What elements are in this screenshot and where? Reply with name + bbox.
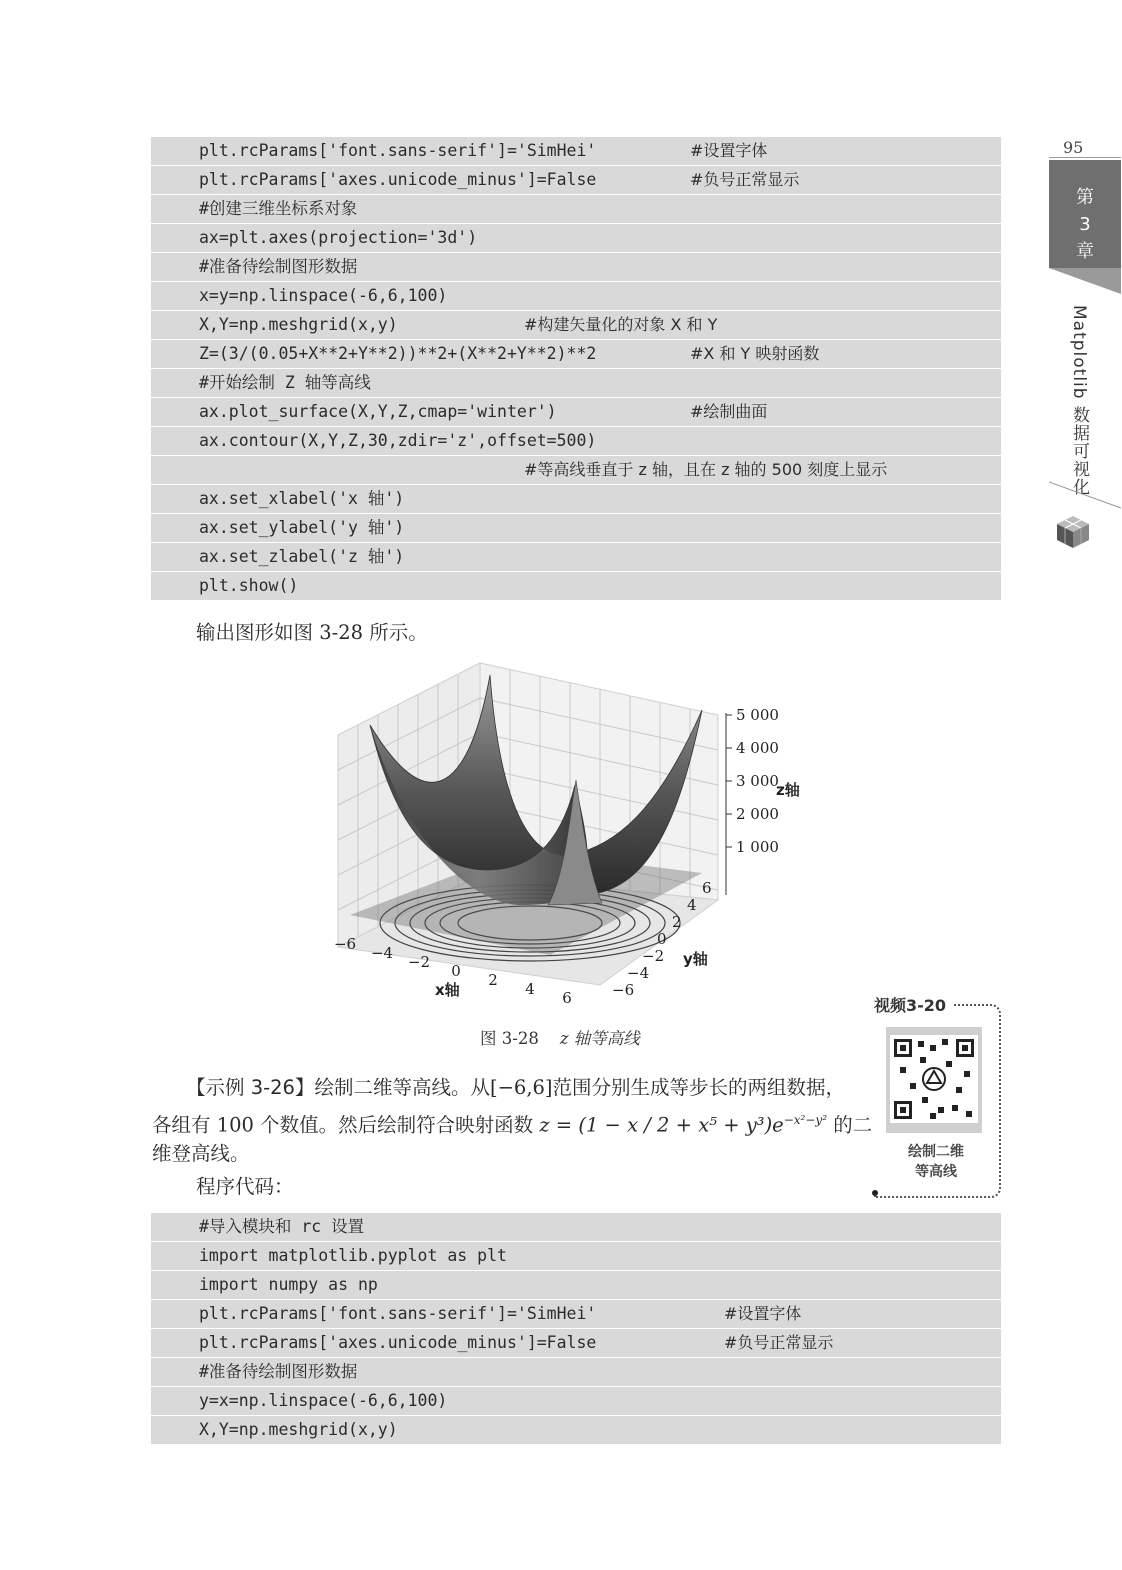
tick-label: 2	[672, 913, 682, 931]
code-text: X,Y=np.meshgrid(x,y)	[199, 315, 398, 334]
code-text: plt.rcParams['axes.unicode_minus']=False	[199, 1333, 597, 1352]
z-axis-label: z轴	[776, 781, 800, 799]
cube-icon	[1053, 512, 1093, 552]
tick-label: −2	[642, 947, 665, 965]
example-text: 各组有 100 个数值。然后绘制符合映射函数	[152, 1113, 540, 1137]
example-text: 绘制二维等高线。从[−6,6]范围分别生成等步长的两组数据，	[314, 1076, 846, 1099]
code-text: ax.contour(X,Y,Z,30,zdir='z',offset=500)	[199, 431, 597, 450]
code-text: #创建三维坐标系对象	[199, 199, 358, 218]
book-title: Matplotlib 数据可视化	[1069, 305, 1089, 496]
tick-label: −4	[370, 944, 394, 962]
code-line	[151, 1416, 1001, 1444]
code-line	[151, 1300, 1001, 1328]
code-line	[151, 485, 1001, 513]
code-text: ax.set_zlabel('z 轴')	[199, 547, 405, 566]
video-caption-line: 绘制二维	[908, 1144, 964, 1160]
code-line	[151, 398, 1001, 426]
tick-label: 0	[657, 930, 667, 948]
code-line	[151, 572, 1001, 600]
code-line	[151, 1358, 1001, 1386]
code-comment: #X 和 Y 映射函数	[690, 344, 820, 363]
tick-label: 1 000	[736, 838, 779, 856]
tab-shadow	[1049, 268, 1122, 296]
formula: z = (1 − x / 2 + x⁵ + y³)e	[539, 1113, 784, 1137]
video-title: 视频3-20	[874, 993, 952, 1016]
code-block	[151, 1213, 1001, 1445]
example-head: 【示例 3-26】	[186, 1076, 315, 1099]
code-comment: #负号正常显示	[724, 1333, 834, 1352]
code-line	[151, 195, 1001, 223]
sidebar-divider	[1049, 157, 1121, 158]
code-text: y=x=np.linspace(-6,6,100)	[199, 1391, 448, 1410]
tick-label: 4	[687, 896, 697, 914]
sidebar-divider	[1049, 480, 1122, 510]
tick-label: −6	[612, 981, 635, 999]
output-text: 输出图形如图 3-28 所示。	[196, 621, 428, 644]
code-line	[151, 166, 1001, 194]
example-line-2	[152, 1104, 872, 1142]
formula-exponent: −x²−y²	[783, 1113, 828, 1127]
code-text: ax.plot_surface(X,Y,Z,cmap='winter')	[199, 402, 557, 421]
code-text: #导入模块和 rc 设置	[199, 1217, 365, 1236]
example-line-4: 程序代码：	[196, 1175, 294, 1198]
code-comment: #等高线垂直于 z 轴，且在 z 轴的 500 刻度上显示	[524, 460, 888, 479]
code-line	[151, 427, 1001, 455]
video-box-dot	[872, 1190, 878, 1196]
page-number: 95	[1063, 138, 1084, 157]
code-text: #准备待绘制图形数据	[199, 257, 358, 276]
example-text: 的二	[827, 1113, 873, 1137]
code-text: x=y=np.linspace(-6,6,100)	[199, 286, 448, 305]
surface-figure	[330, 655, 820, 1015]
code-line	[151, 253, 1001, 281]
video-caption-line: 等高线	[915, 1164, 957, 1180]
chapter-tab	[1049, 160, 1121, 268]
code-line	[151, 1271, 1001, 1299]
code-text: Z=(3/(0.05+X**2+Y**2))**2+(X**2+Y**2)**2	[199, 344, 597, 363]
code-comment: #负号正常显示	[690, 170, 800, 189]
tick-label: −2	[407, 953, 431, 971]
code-text: ax.set_xlabel('x 轴')	[199, 489, 405, 508]
figure-caption	[480, 1025, 640, 1049]
tick-label: −6	[333, 935, 357, 953]
code-line	[151, 340, 1001, 368]
code-line	[151, 224, 1001, 252]
z-ticks	[726, 706, 779, 856]
code-text: import numpy as np	[199, 1275, 378, 1294]
tick-label: 2	[488, 971, 498, 989]
code-line	[151, 514, 1001, 542]
code-comment: #设置字体	[724, 1304, 802, 1323]
code-line	[151, 1387, 1001, 1415]
tick-label: −4	[627, 964, 650, 982]
code-line	[151, 543, 1001, 571]
example-line-3: 维登高线。	[152, 1142, 250, 1165]
code-text: ax=plt.axes(projection='3d')	[199, 228, 478, 247]
code-comment: #设置字体	[690, 141, 768, 160]
example-line-1	[186, 1071, 845, 1104]
tick-label: 6	[562, 989, 572, 1007]
code-line	[151, 282, 1001, 310]
code-line	[151, 137, 1001, 165]
code-comment: #绘制曲面	[690, 402, 768, 421]
code-text: plt.rcParams['axes.unicode_minus']=False	[199, 170, 597, 189]
figure-caption-number: 图 3-28	[480, 1029, 539, 1048]
qr-code-icon[interactable]	[886, 1027, 982, 1133]
chapter-tab-label: 第	[1076, 187, 1094, 208]
code-block	[151, 137, 1001, 601]
y-axis-label: y轴	[683, 950, 708, 968]
tick-label: 6	[702, 879, 712, 897]
code-comment: #构建矢量化的对象 X 和 Y	[524, 315, 718, 334]
tick-label: 5 000	[736, 706, 779, 724]
code-text: plt.rcParams['font.sans-serif']='SimHei'	[199, 1304, 597, 1323]
x-axis-label: x轴	[435, 981, 460, 999]
tick-label: 4 000	[736, 739, 779, 757]
tick-label: 2 000	[736, 805, 779, 823]
video-caption	[886, 1142, 986, 1182]
code-line	[151, 311, 1001, 339]
code-text: import matplotlib.pyplot as plt	[199, 1246, 507, 1265]
code-text: X,Y=np.meshgrid(x,y)	[199, 1420, 398, 1439]
code-text: ax.set_ylabel('y 轴')	[199, 518, 405, 537]
code-text: #开始绘制 Z 轴等高线	[199, 373, 371, 392]
code-text: plt.rcParams['font.sans-serif']='SimHei'	[199, 141, 597, 160]
code-line	[151, 1329, 1001, 1357]
code-line	[151, 1242, 1001, 1270]
code-text: #准备待绘制图形数据	[199, 1362, 358, 1381]
code-line	[151, 1213, 1001, 1241]
code-text: plt.show()	[199, 576, 299, 595]
tick-label: 4	[525, 980, 535, 998]
code-line	[151, 456, 1001, 484]
tick-label: 0	[451, 962, 461, 980]
chapter-tab-number: 3	[1079, 214, 1091, 235]
code-line	[151, 369, 1001, 397]
tick-label: 3 000	[736, 772, 779, 790]
chapter-tab-label: 章	[1076, 241, 1094, 262]
figure-caption-text: z 轴等高线	[559, 1029, 640, 1048]
